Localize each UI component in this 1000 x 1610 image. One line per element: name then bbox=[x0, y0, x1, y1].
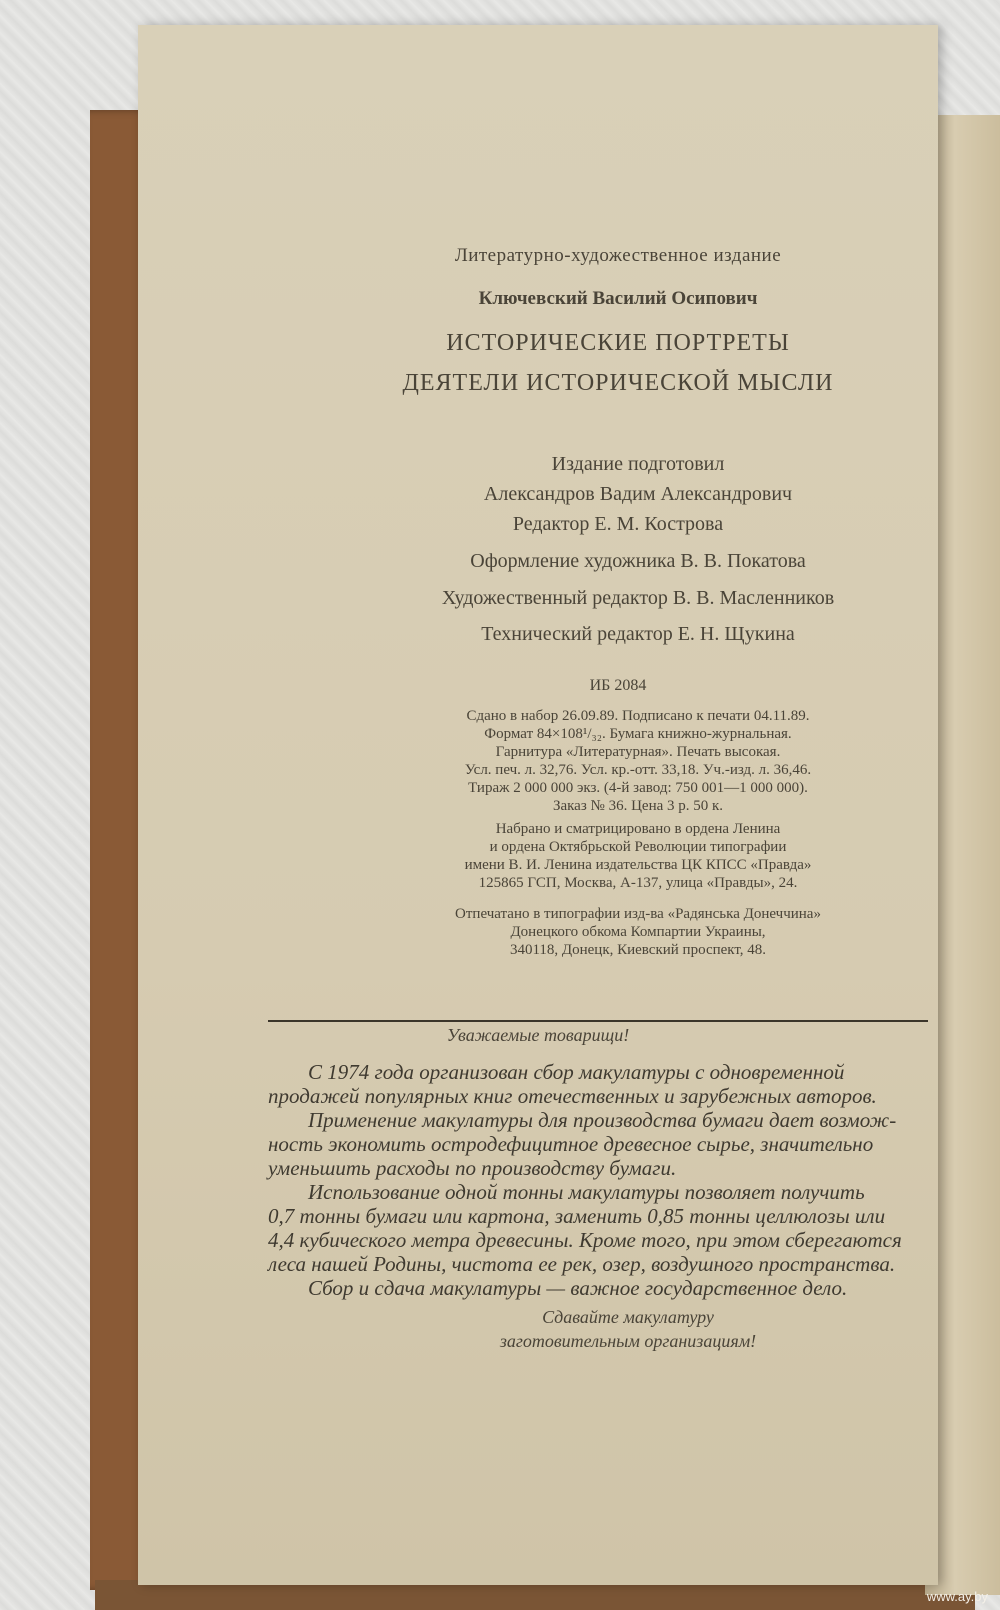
imprint-block bbox=[138, 707, 1000, 815]
author-name: Ключевский Василий Осипович bbox=[478, 288, 758, 309]
printed-line: 340118, Донецк, Киевский проспект, 48. bbox=[509, 942, 767, 958]
imprint-line: Усл. печ. л. 32,76. Усл. кр.-отт. 33,18. Уч.-изд. л. 36,46. bbox=[464, 762, 812, 778]
appeal-paragraph bbox=[268, 1060, 938, 1300]
imprint-line: Тираж 2 000 000 экз. (4-й завод: 750 001—1 000 000). bbox=[468, 780, 808, 796]
imprint-line: Формат 84×108¹/₃₂. Бумага книжно-журнальная. bbox=[484, 726, 792, 742]
closing-line: Сдавайте макулатуру bbox=[542, 1307, 714, 1327]
credit-line: Технический редактор Е. Н. Щукина bbox=[481, 623, 795, 645]
appeal-line: Применение макулатуры для производства бумаги дает возмож- bbox=[308, 1108, 897, 1132]
credit-line: Оформление художника В. В. Покатова bbox=[470, 550, 806, 572]
appeal-line: Использование одной тонны макулатуры позволяет получить bbox=[308, 1180, 865, 1204]
credit-line: Александров Вадим Александрович bbox=[483, 483, 793, 505]
credit-line: Издание подготовил bbox=[551, 453, 725, 475]
appeal-title: Уважаемые товарищи! bbox=[446, 1025, 630, 1045]
appeal-line: 0,7 тонны бумаги или картона, заменить 0,85 тонны целлюлозы или bbox=[268, 1204, 886, 1228]
appeal-closing bbox=[138, 1305, 1000, 1353]
appeal-line: леса нашей Родины, чистота ее рек, озер, воздушного пространства. bbox=[268, 1252, 896, 1276]
watermark: www.ay.by bbox=[926, 1589, 988, 1604]
typeset-block bbox=[138, 820, 1000, 892]
appeal-line: уменьшить расходы по производству бумаги. bbox=[268, 1156, 677, 1180]
appeal-line: ность экономить остродефицитное древесное сырье, значительно bbox=[268, 1132, 874, 1156]
typeset-line: имени В. И. Ленина издательства ЦК КПСС «Правда» bbox=[464, 857, 812, 873]
book-page bbox=[138, 25, 938, 1585]
printed-line: Донецкого обкома Компартии Украины, bbox=[510, 924, 766, 940]
credit-line: Редактор Е. М. Кострова bbox=[512, 513, 724, 535]
typeset-line: и ордена Октябрьской Революции типографии bbox=[489, 839, 787, 855]
appeal-line: продажей популярных книг отечественных и зарубежных авторов. bbox=[268, 1084, 877, 1108]
printed-block bbox=[138, 905, 1000, 959]
imprint-line: Заказ № 36. Цена 3 р. 50 к. bbox=[552, 798, 724, 814]
closing-line: заготовительным организациям! bbox=[499, 1331, 757, 1351]
book-title-1: ИСТОРИЧЕСКИЕ ПОРТРЕТЫ bbox=[446, 330, 790, 356]
appeal-line: Сбор и сдача макулатуры — важное государственное дело. bbox=[308, 1276, 848, 1300]
appeal-line: С 1974 года организован сбор макулатуры с одновременной bbox=[308, 1060, 845, 1084]
section-divider bbox=[268, 1020, 928, 1022]
ib-number: ИБ 2084 bbox=[589, 677, 647, 694]
typeset-line: Набрано и сматрицировано в ордена Ленина bbox=[495, 821, 781, 837]
printed-line: Отпечатано в типографии изд-ва «Радянська Донеччина» bbox=[455, 906, 821, 922]
appeal-line: 4,4 кубического метра древесины. Кроме того, при этом сберегаются bbox=[268, 1228, 902, 1252]
book-title-2: ДЕЯТЕЛИ ИСТОРИЧЕСКОЙ МЫСЛИ bbox=[402, 370, 834, 396]
typeset-line: 125865 ГСП, Москва, А-137, улица «Правды», 24. bbox=[478, 875, 798, 891]
edition-type: Литературно-художественное издание bbox=[454, 245, 782, 266]
imprint-line: Сдано в набор 26.09.89. Подписано к печати 04.11.89. bbox=[466, 708, 810, 724]
imprint-line: Гарнитура «Литературная». Печать высокая. bbox=[495, 744, 781, 760]
credit-line: Художественный редактор В. В. Масленников bbox=[441, 587, 835, 609]
